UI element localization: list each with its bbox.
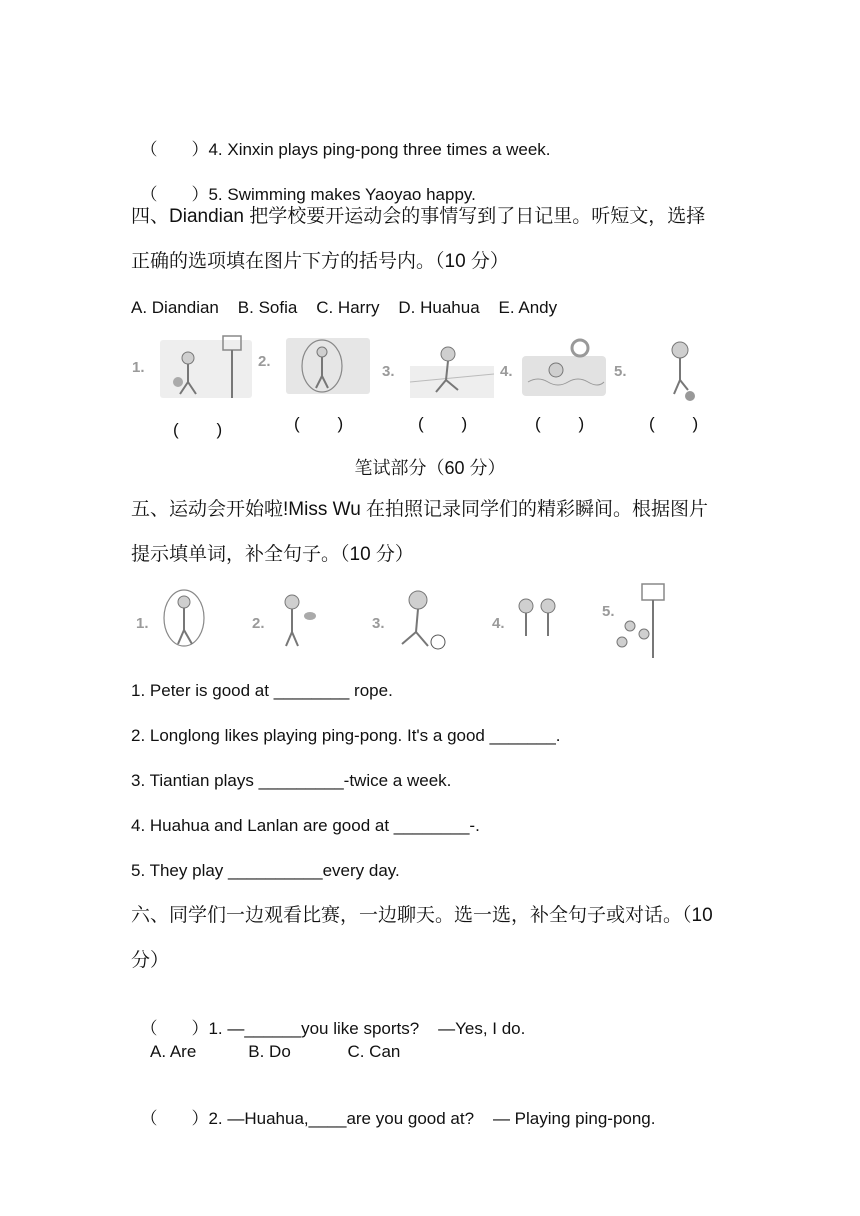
- picture-number: 3.: [382, 363, 395, 380]
- section6-title-line2: 分）: [131, 950, 170, 971]
- picture-number: 5.: [614, 363, 627, 380]
- picture-1-basketball: [132, 336, 252, 398]
- section4-title-line2: 正确的选项填在图片下方的括号内。（10 分）: [131, 251, 509, 272]
- item-4: [131, 117, 551, 161]
- picture-number: 1.: [132, 359, 145, 376]
- picture-number: 3.: [372, 615, 385, 632]
- picture-3-soccer: [372, 591, 445, 649]
- section4-options: A. Diandian B. Sofia C. Harry D. Huahua E. Andy: [131, 298, 558, 317]
- picture-number: 4.: [492, 615, 505, 632]
- answer-paren-5[interactable]: ( ): [649, 414, 699, 433]
- section5-sentence-1[interactable]: 1. Peter is good at ________ rope.: [131, 681, 393, 700]
- picture-3-running: [382, 347, 494, 398]
- section5-sentence-2[interactable]: 2. Longlong likes playing ping-pong. It's a good _______.: [131, 726, 561, 745]
- section6-question-2: [131, 1086, 655, 1130]
- answer-paren[interactable]: （ ）: [140, 185, 209, 204]
- question-text: 1. —______you like sports? —Yes, I do.: [208, 1019, 526, 1038]
- item-5: [131, 162, 476, 206]
- picture-5-basketball: [602, 584, 664, 658]
- question-text: 2. —Huahua,____are you good at? — Playing ping-pong.: [208, 1109, 656, 1128]
- section5-title-line2: 提示填单词，补全句子。（10 分）: [131, 544, 414, 565]
- picture-5-soccer: [614, 342, 695, 401]
- section5-sentence-3[interactable]: 3. Tiantian plays _________-twice a week.: [131, 771, 452, 790]
- item-text: 4. Xinxin plays ping-pong three times a week.: [208, 140, 551, 159]
- answer-paren-3[interactable]: ( ): [418, 414, 468, 433]
- section4-title-line1: 四、Diandian 把学校要开运动会的事情写到了日记里。听短文，选择: [131, 206, 706, 227]
- picture-number: 4.: [500, 363, 513, 380]
- picture-4-dancing: [492, 599, 555, 636]
- picture-2-jump-rope: [258, 338, 370, 394]
- section6-question-1-options: A. Are B. Do C. Can: [150, 1042, 401, 1061]
- answer-paren-4[interactable]: ( ): [535, 414, 585, 433]
- section5-sentence-5[interactable]: 5. They play __________every day.: [131, 861, 400, 880]
- picture-number: 2.: [258, 353, 271, 370]
- picture-number: 2.: [252, 615, 265, 632]
- written-part-title: 笔试部分（60 分）: [354, 458, 506, 478]
- answer-paren[interactable]: （ ）: [140, 1109, 209, 1128]
- answer-paren[interactable]: （ ）: [140, 140, 209, 159]
- picture-1-jump-rope: [136, 590, 204, 646]
- answer-paren[interactable]: （ ）: [140, 1019, 209, 1038]
- section4-pictures: [128, 330, 748, 410]
- picture-2-ping-pong: [252, 595, 316, 646]
- picture-number: 1.: [136, 615, 149, 632]
- section6-title-line1: 六、同学们一边观看比赛，一边聊天。选一选，补全句子或对话。（10: [131, 905, 713, 926]
- section5-pictures: [130, 580, 710, 662]
- section5-title-line1: 五、运动会开始啦!Miss Wu 在拍照记录同学们的精彩瞬间。根据图片: [131, 499, 709, 520]
- answer-paren-1[interactable]: ( ): [173, 420, 223, 439]
- picture-number: 5.: [602, 603, 615, 620]
- section5-sentence-4[interactable]: 4. Huahua and Lanlan are good at ________-.: [131, 816, 480, 835]
- answer-paren-2[interactable]: ( ): [294, 414, 344, 433]
- section6-question-1: [131, 996, 525, 1040]
- picture-4-swimming: [500, 340, 606, 396]
- item-text: 5. Swimming makes Yaoyao happy.: [208, 185, 476, 204]
